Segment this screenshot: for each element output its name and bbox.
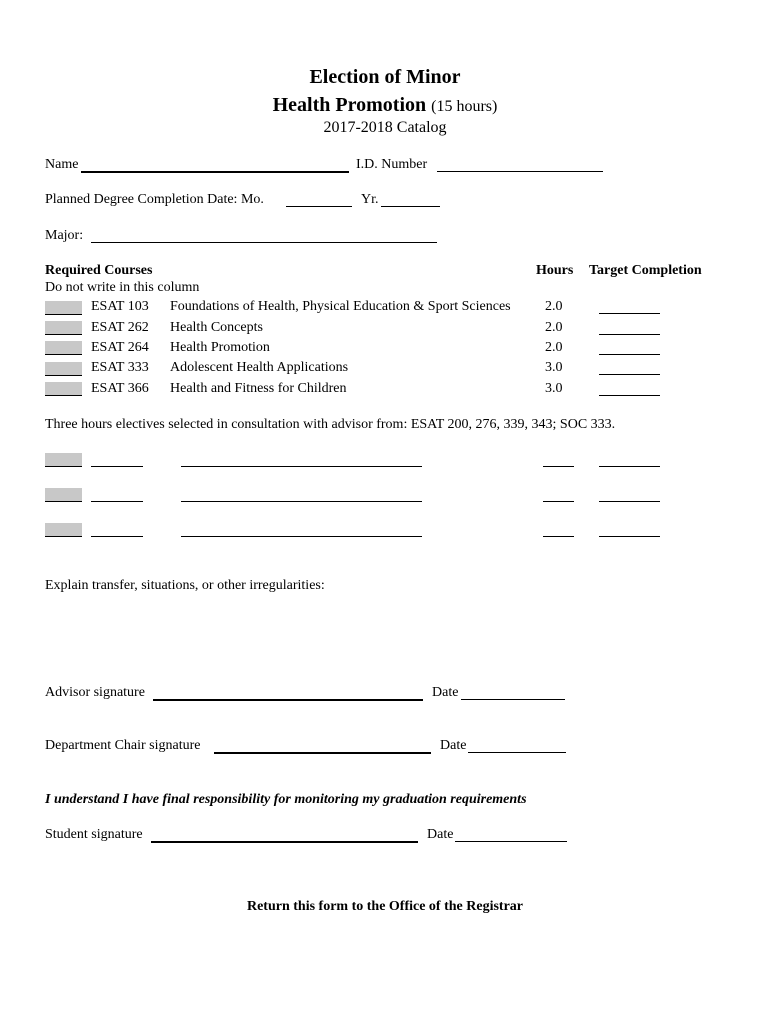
grade-box: [45, 523, 82, 537]
course-title: Foundations of Health, Physical Education & Sport Sciences: [170, 299, 511, 314]
id-number-field[interactable]: [437, 157, 603, 172]
form-title: Election of Minor: [309, 66, 461, 88]
grade-box: [45, 321, 82, 335]
chair-date-label: Date: [440, 738, 467, 753]
target-completion-field[interactable]: [599, 522, 660, 537]
irregularities-label: Explain transfer, situations, or other irregularities:: [45, 578, 325, 593]
course-hours: 2.0: [545, 299, 563, 314]
elective-hours-field[interactable]: [543, 522, 574, 537]
name-field[interactable]: [81, 157, 349, 173]
student-date-label: Date: [427, 827, 454, 842]
grade-box: [45, 488, 82, 502]
id-number-label: I.D. Number: [356, 157, 428, 172]
do-not-write-note: Do not write in this column: [45, 280, 200, 295]
chair-signature-label: Department Chair signature: [45, 738, 201, 753]
course-title: Health Promotion: [170, 340, 270, 355]
course-code: ESAT 366: [91, 381, 149, 396]
target-completion-field[interactable]: [599, 452, 660, 467]
target-completion-field[interactable]: [599, 320, 660, 335]
required-courses-heading: Required Courses: [45, 263, 153, 278]
grade-box: [45, 382, 82, 396]
course-code: ESAT 264: [91, 340, 149, 355]
target-completion-field[interactable]: [599, 360, 660, 375]
course-code: ESAT 333: [91, 360, 149, 375]
minor-name: [0, 95, 770, 115]
course-hours: 3.0: [545, 360, 563, 375]
minor-title: Health Promotion: [272, 94, 427, 116]
grade-box: [45, 362, 82, 376]
student-signature-field[interactable]: [151, 827, 418, 843]
completion-year-field[interactable]: [381, 192, 440, 207]
major-field[interactable]: [91, 228, 437, 243]
elective-course-field[interactable]: [91, 452, 143, 467]
catalog-year: 2017-2018 Catalog: [323, 119, 447, 136]
elective-title-field[interactable]: [181, 487, 422, 502]
elective-course-field[interactable]: [91, 487, 143, 502]
advisor-date-label: Date: [432, 685, 459, 700]
target-completion-field[interactable]: [599, 299, 660, 314]
electives-instructions: Three hours electives selected in consultation with advisor from: ESAT 200, 276, 339, 343; SOC 333.: [45, 417, 616, 432]
target-completion-field[interactable]: [599, 340, 660, 355]
target-completion-field[interactable]: [599, 381, 660, 396]
chair-signature-field[interactable]: [214, 738, 431, 754]
completion-month-field[interactable]: [286, 192, 352, 207]
student-signature-label: Student signature: [45, 827, 143, 842]
advisor-signature-field[interactable]: [153, 685, 423, 701]
planned-completion-label: Planned Degree Completion Date: Mo.: [45, 192, 264, 207]
course-title: Adolescent Health Applications: [170, 360, 349, 375]
completion-year-label: Yr.: [361, 192, 379, 207]
student-date-field[interactable]: [455, 827, 567, 842]
course-hours: 3.0: [545, 381, 563, 396]
grade-box: [45, 301, 82, 315]
course-hours: 2.0: [545, 340, 563, 355]
grade-box: [45, 453, 82, 467]
chair-date-field[interactable]: [468, 738, 566, 753]
return-instructions: Return this form to the Office of the Registrar: [246, 899, 524, 914]
target-completion-field[interactable]: [599, 487, 660, 502]
responsibility-statement: I understand I have final responsibility for monitoring my graduation requirements: [45, 792, 527, 807]
irregularities-field[interactable]: [45, 598, 669, 672]
hours-column-header: Hours: [536, 263, 574, 278]
target-completion-header: Target Completion: [589, 263, 702, 278]
elective-course-field[interactable]: [91, 522, 143, 537]
major-label: Major:: [45, 228, 84, 243]
minor-hours: (15 hours): [431, 98, 498, 115]
course-title: Health Concepts: [170, 320, 263, 335]
grade-box: [45, 341, 82, 355]
advisor-date-field[interactable]: [461, 685, 565, 700]
elective-hours-field[interactable]: [543, 487, 574, 502]
course-code: ESAT 103: [91, 299, 149, 314]
course-code: ESAT 262: [91, 320, 149, 335]
elective-title-field[interactable]: [181, 522, 422, 537]
course-title: Health and Fitness for Children: [170, 381, 347, 396]
elective-hours-field[interactable]: [543, 452, 574, 467]
advisor-signature-label: Advisor signature: [45, 685, 145, 700]
name-label: Name: [45, 157, 79, 172]
course-hours: 2.0: [545, 320, 563, 335]
elective-title-field[interactable]: [181, 452, 422, 467]
